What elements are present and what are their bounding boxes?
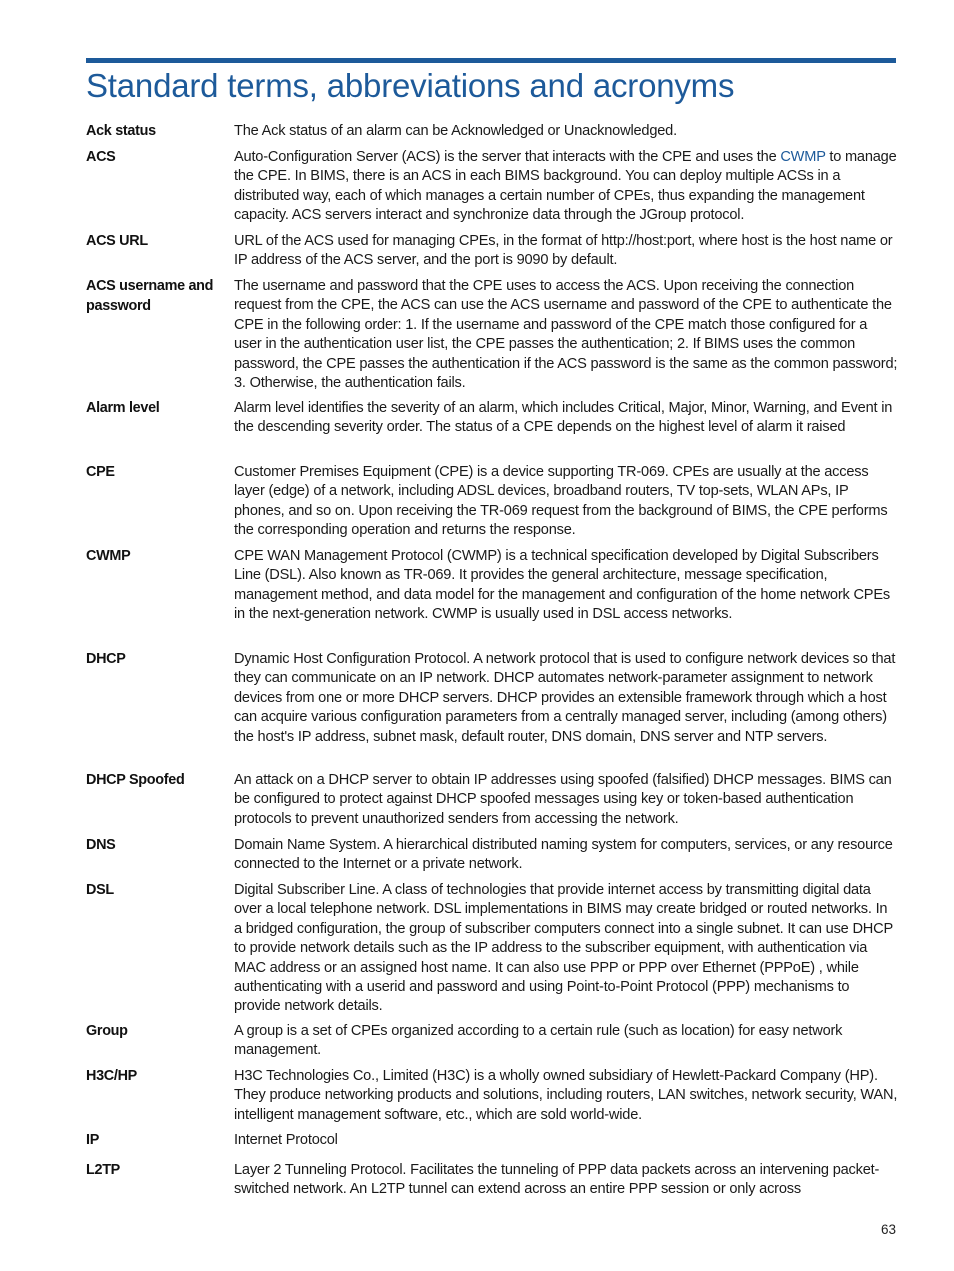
glossary-definition: CPE WAN Management Protocol (CWMP) is a technical specification developed by Digital Subscribers Line (DSL). Also known as TR-069. It provides the general architecture, message specification, management method, and data model for the management and configuration of the home network CPEs in the next-generation network. CWMP is usually used in DSL access networks. [234,548,890,623]
glossary-definition: Customer Premises Equipment (CPE) is a device supporting TR-069. CPEs are usually at the access layer (edge) of a network, including ADSL devices, broadband routers, TV top-sets, WLAN APs, IP phones, and so on. Upon receiving the TR-069 request from the background of BIMS, the CPE performs the corresponding operation and returns the response. [234,464,888,539]
definition-text: to manage the CPE. In BIMS, there is an ACS in each BIMS background. You can deploy multiple ACSs in a distributed way, each of which manages a certain number of CPEs, thus expanding the management capacity. ACS servers interact and synchronize data through the JGroup protocol. [234,149,897,224]
glossary-term: ACS URL [86,233,148,249]
glossary-term: DHCP [86,651,126,667]
glossary-definition [234,148,898,226]
glossary-term: IP [86,1132,99,1148]
glossary-term: ACS username and password [86,278,214,314]
glossary-term: DNS [86,837,116,853]
glossary-definition: Layer 2 Tunneling Protocol. Facilitates the tunneling of PPP data packets across an intervening packet-switched network. An L2TP tunnel can extend across an entire PPP session or only across [234,1162,880,1198]
glossary-term: CWMP [86,548,131,564]
glossary-definition: Dynamic Host Configuration Protocol. A network protocol that is used to configure network devices so that they can communicate on an IP network. DHCP automates network-parameter assignment to network devices from one or more DHCP servers. DHCP provides an extensible framework through which a host can acquire various configuration parameters from a centrally managed server, including (among others) the host's IP address, subnet mask, default router, DNS domain, DNS server and NTP servers. [234,651,896,745]
glossary-term: ACS [86,149,116,165]
glossary-definition: A group is a set of CPEs organized according to a certain rule (such as location) for easy network management. [234,1023,843,1059]
page-number: 63 [880,1222,896,1237]
glossary-definition: The Ack status of an alarm can be Acknowledged or Unacknowledged. [234,123,677,139]
glossary-definition: An attack on a DHCP server to obtain IP addresses using spoofed (falsified) DHCP messages. BIMS can be configured to protect against DHCP spoofed messages using key or token-based authentication protocols to prevent unauthorized senders from accessing the network. [234,772,892,827]
page-title: Standard terms, abbreviations and acronyms [86,67,735,104]
glossary-definition: Domain Name System. A hierarchical distributed naming system for computers, services, or any resource connected to the Internet or a private network. [234,837,893,873]
glossary-definition: URL of the ACS used for managing CPEs, in the format of http://host:port, where host is the host name or IP address of the ACS server, and the port is 9090 by default. [234,233,893,269]
glossary-definition: H3C Technologies Co., Limited (H3C) is a wholly owned subsidiary of Hewlett-Packard Company (HP). They produce networking products and solutions, including routers, LAN switches, network security, WAN, intelligent management software, etc., which are sold world-wide. [234,1068,898,1123]
glossary-term: L2TP [86,1162,120,1178]
glossary-term: Group [86,1023,128,1039]
glossary-term: DHCP Spoofed [86,772,185,788]
definition-text: Auto-Configuration Server (ACS) is the server that interacts with the CPE and uses the [234,149,781,165]
glossary-definition: Digital Subscriber Line. A class of technologies that provide internet access by transmitting digital data over a local telephone network. DSL implementations in BIMS may create bridged or routed networks. In a bridged configuration, the group of subscriber computers connect into a single subnet. It can use DHCP to provide network details such as the IP address to the subscriber equipment, with authentication via MAC address or an assigned host name. It can also use PPP or PPP over Ethernet (PPPoE) , while authenticating with a userid and password and using Point-to-Point Protocol (PPP) mechanisms to provide network details. [234,882,893,1015]
title-rule [86,58,896,63]
glossary-term: Alarm level [86,400,160,416]
glossary-definition: Internet Protocol [234,1132,338,1148]
glossary-definition: Alarm level identifies the severity of an alarm, which includes Critical, Major, Minor, Warning, and Event in the descending severity order. The status of a CPE depends on the highest level of alarm it raised [234,400,893,436]
glossary-term: H3C/HP [86,1068,137,1084]
glossary-definition: The username and password that the CPE uses to access the ACS. Upon receiving the connection request from the CPE, the ACS can use the ACS username and password of the CPE to authenticate the CPE in the following order: 1. If the username and password of the CPE match those configured for a user in the authentication user list, the CPE passes the authentication; 2. If BIMS uses the common password, the CPE passes the authentication if the ACS password is the same as the common password; 3. Otherwise, the authentication fails. [234,278,898,392]
glossary-term: DSL [86,882,114,898]
cwmp-link[interactable]: CWMP [780,149,826,165]
glossary-term: CPE [86,464,115,480]
glossary-term: Ack status [86,123,156,139]
